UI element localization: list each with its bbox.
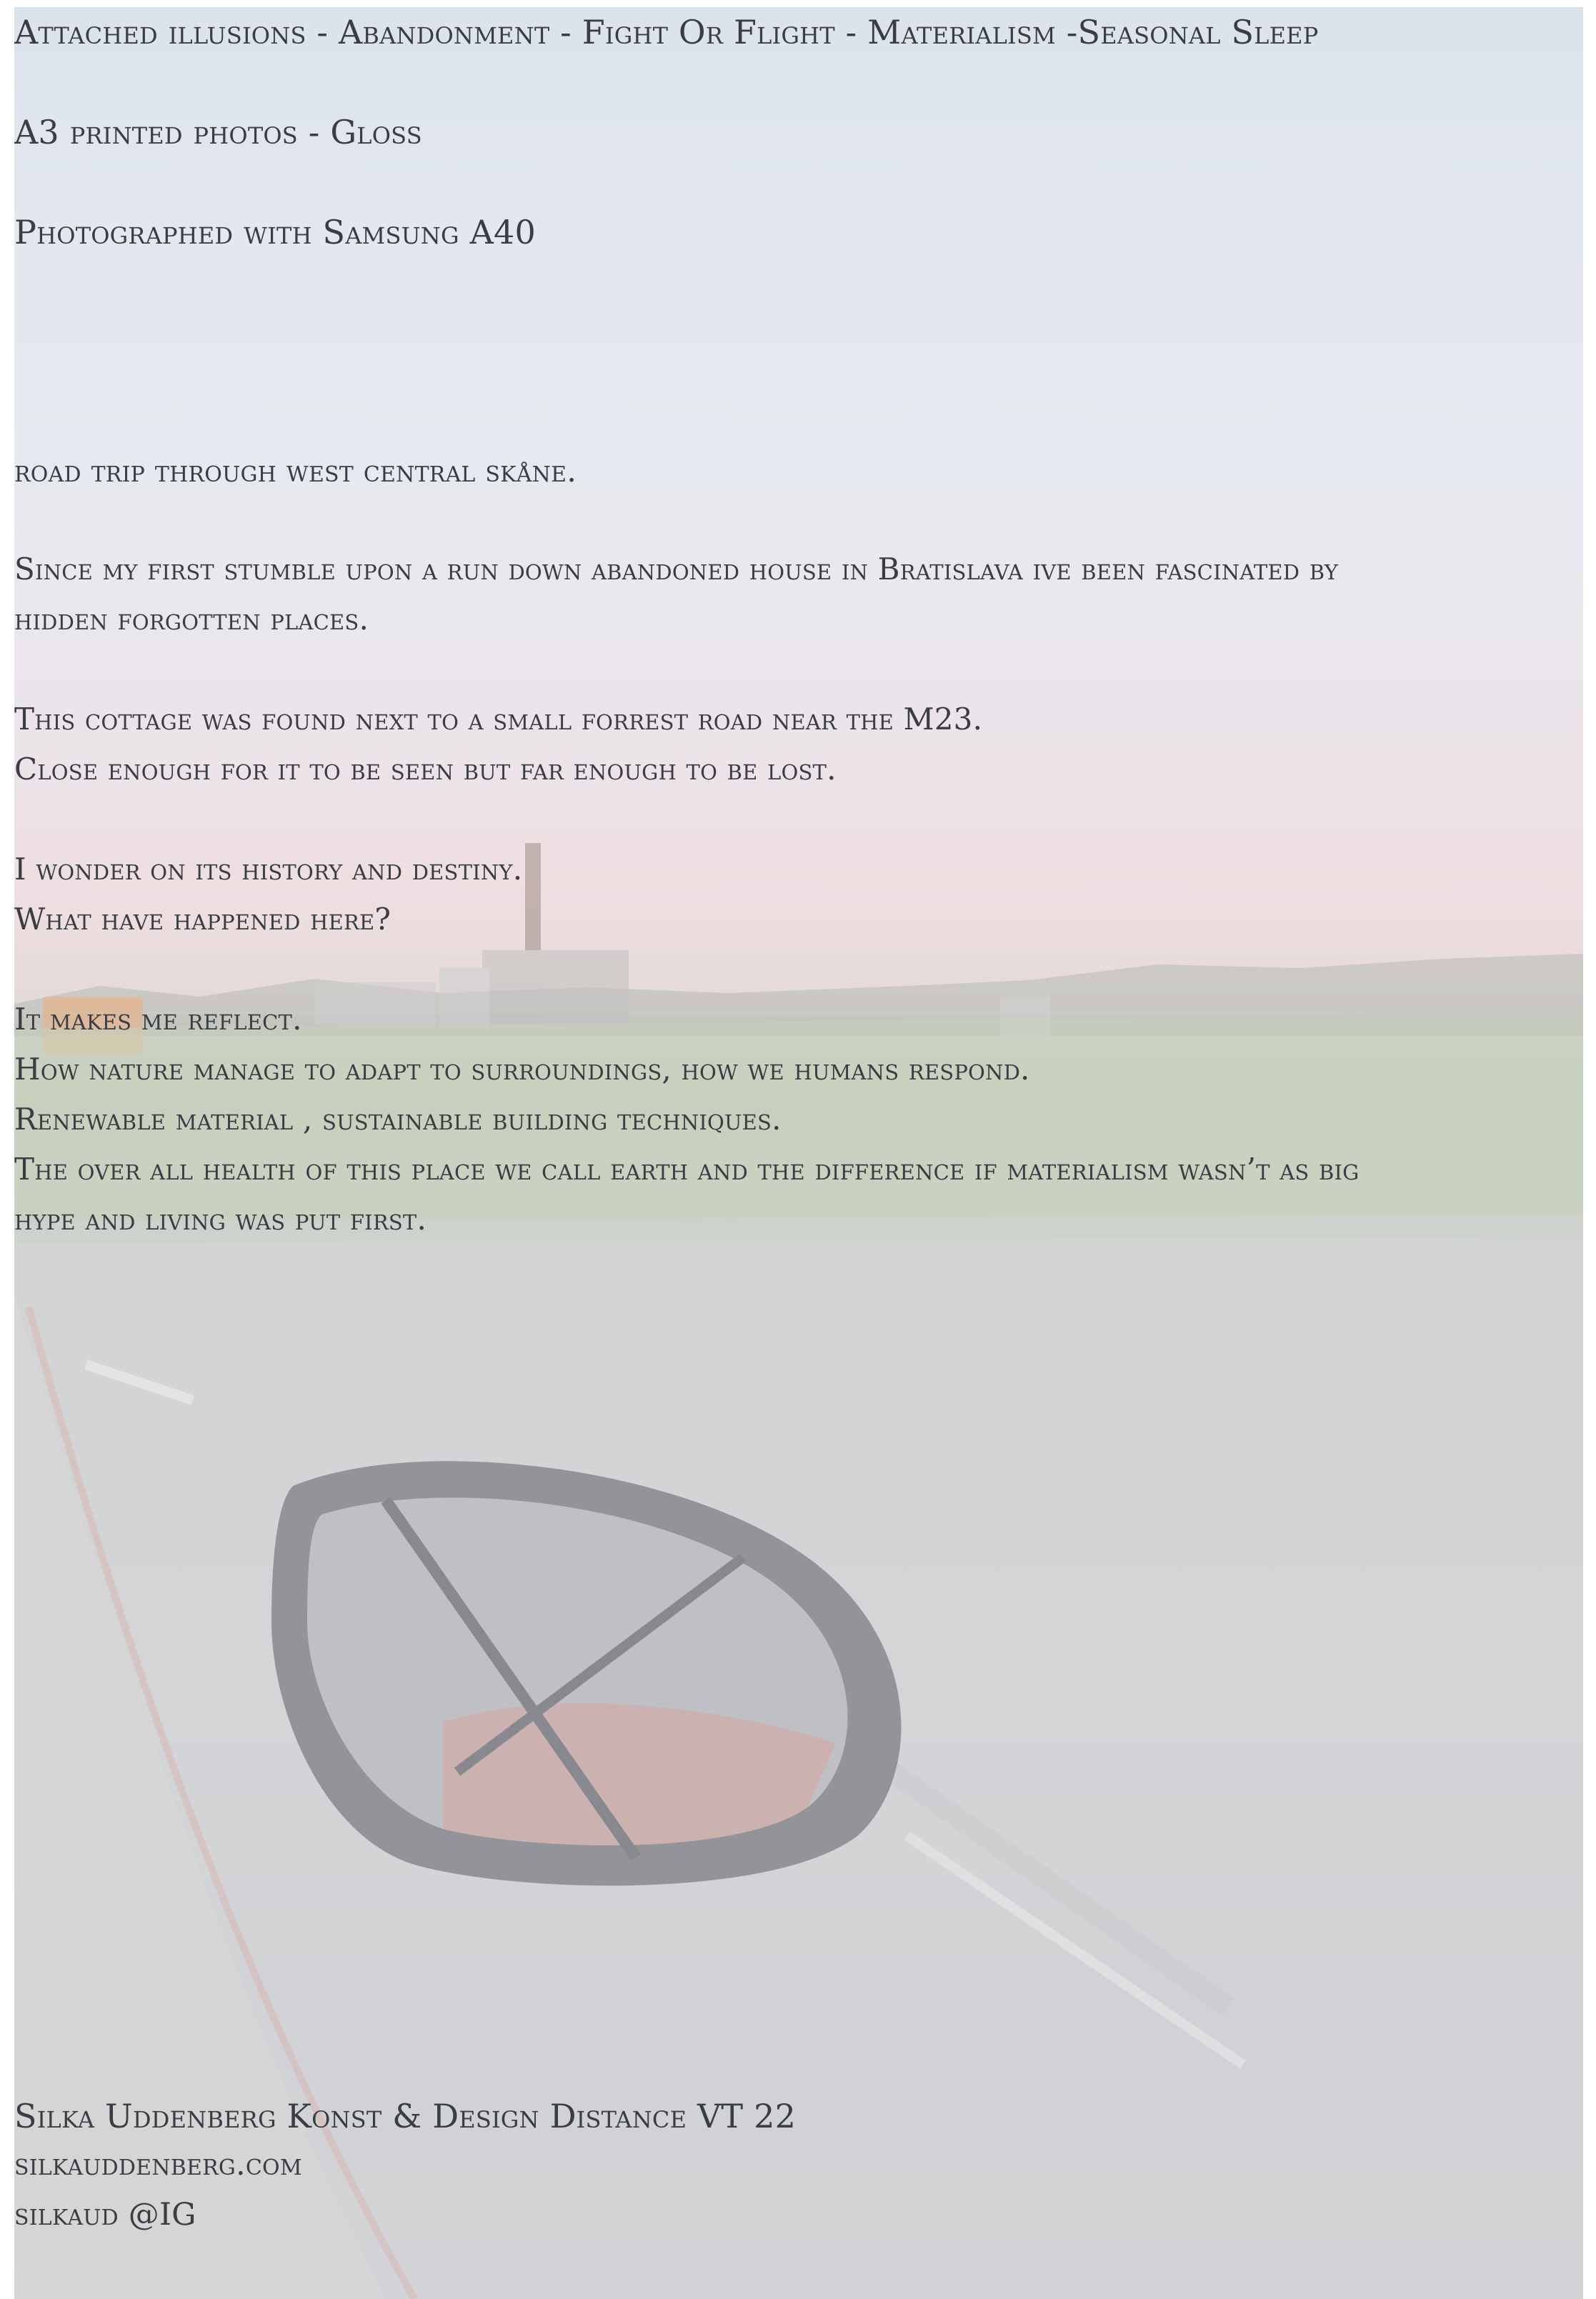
paragraph-4-line-5: hype and living was put first.	[14, 1202, 427, 1237]
header-camera: Photographed with Samsung A40	[14, 213, 536, 251]
document-page	[14, 7, 1583, 2299]
paragraph-3-line-1: I wonder on its history and destiny.	[14, 852, 523, 887]
header-title: Attached illusions - Abandonment - Fight Or Flight - Materialism -Seasonal Sleep	[14, 13, 1319, 51]
paragraph-1-line-2: hidden forgotten places.	[14, 602, 369, 637]
intro-line: road trip through west central skåne.	[14, 454, 577, 489]
footer-instagram: silkaud @IG	[14, 2197, 196, 2233]
paragraph-4-line-4: The over all health of this place we call earth and the difference if materialism wasn’t as big	[14, 1152, 1360, 1187]
paragraph-4-line-2: How nature manage to adapt to surroundings, how we humans respond.	[14, 1052, 1030, 1087]
paragraph-4-line-1: It makes me reflect.	[14, 1002, 302, 1037]
footer-credit: Silka Uddenberg Konst & Design Distance VT 22	[14, 2097, 797, 2135]
paragraph-3-line-2: What have happened here?	[14, 902, 391, 937]
paragraph-2-line-2: Close enough for it to be seen but far enough to be lost.	[14, 752, 837, 787]
header-format: A3 printed photos - Gloss	[14, 113, 422, 151]
paragraph-2-line-1: This cottage was found next to a small forrest road near the M23.	[14, 702, 983, 737]
paragraph-4-line-3: Renewable material , sustainable building techniques.	[14, 1102, 782, 1137]
paragraph-1-line-1: Since my first stumble upon a run down abandoned house in Bratislava ive been fascinated by	[14, 552, 1339, 587]
footer-website: silkauddenberg.com	[14, 2147, 302, 2183]
